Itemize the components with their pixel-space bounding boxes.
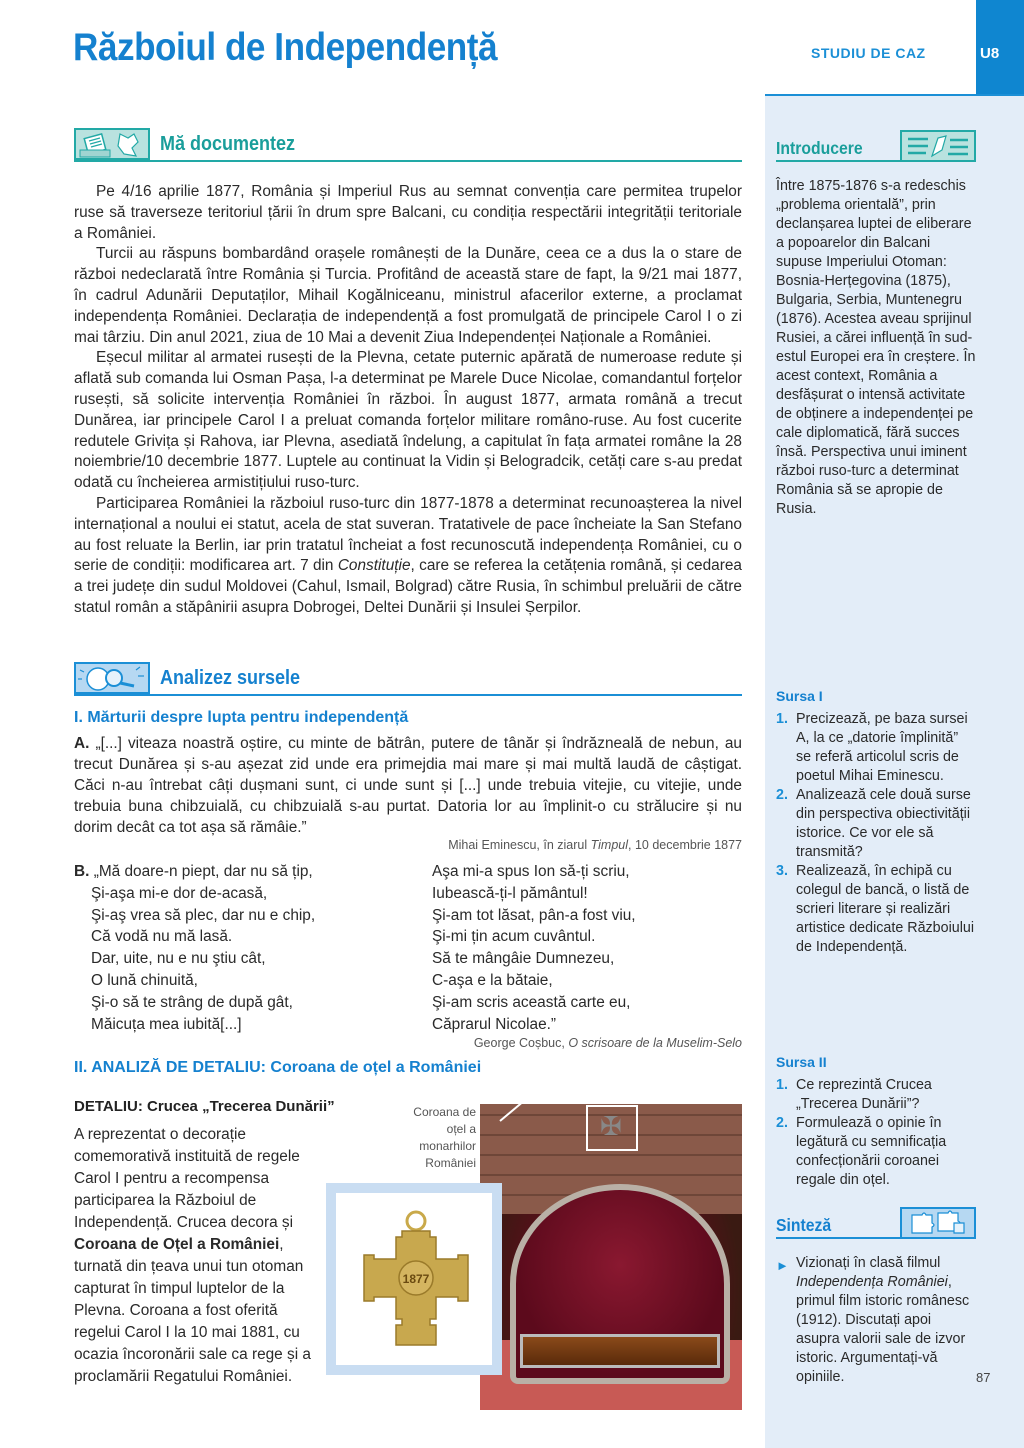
poem-line [74,861,315,883]
paragraph-4-part2: , care se referea la cetățenia română, și cedarea a trei județe din sudul Moldovei (Cahul, Ismail, Bolgrad) către Rusia, în schimbul preluării de către statul român a stăpânirii asupra Dobrogei, Deltei Dunării și Insulei Șerpilor. [74,557,742,616]
poem-line: Şi-aşa mi-e dor de-acasă, [91,884,268,902]
source-a-quote [74,733,742,838]
detail-text-part2: , turnată din țeava unui tun otoman capturat în timpul luptelor de la Plevna. Coroana a fost oferită regelui Carol I la 10 mai 1881, cu ocazia încoronării sale ca rege și a proclamării Regatului României. [74,1236,311,1385]
part2-title: II. ANALIZĂ DE DETALIU: Coroana de oțel a României [74,1059,482,1076]
citation-b-author: George Coșbuc, [473,1036,569,1050]
section-heading-document [74,128,742,162]
intro-title: Introducere [776,138,863,158]
danube-cross-icon [358,1209,474,1349]
detail-text-bold: Coroana de Oțel a României [74,1236,280,1253]
paragraph-3: Eșecul militar al armatei rusești de la Plevna, cetate puternic apărată de numeroase redute și aflată sub comanda lui Osman Pașa, l-a determinat pe Marele Duce Nicolae, comandantul forțelor rusești, să solicite intervenția României în război. În august 1877, armata română a trecut Dunărea, iar principele Carol I a preluat comanda forțelor militare româno-ruse. Au fost cucerite redutele Grivița și Rahova, iar Plevna, asediată îndelung, a capitulat în fața armatei române la 28 noiembrie/10 decembrie 1877. Luptele au continuat la Vidin și Belogradcik, cetăți care s-au predat odată cu încheierea armistițiului ruso-turc. [74,349,742,492]
poem-line: Şi-am scris această carte eu, [432,993,631,1011]
source1-title: Sursa I [776,688,823,704]
section-heading-sources [74,662,742,696]
poem-line: Măicuța mea iubită[...] [91,1015,242,1033]
poem-line: Să te mângâie Dumnezeu, [432,950,615,968]
question-number: 2. [776,1115,788,1131]
question-text: Realizează, în echipă cu colegul de bancă, o listă de scrieri literare și realizări artistice dedicate Războiului de Independență. [796,863,975,955]
poem-left-column [74,861,315,1035]
part1-title: I. Mărturii despre lupta pentru independență [74,709,409,726]
poem-line: Iubească-ți-l pământul! [432,884,588,902]
paragraph-1: Pe 4/16 aprilie 1877, România și Imperiul Rus au semnat convenția care permitea trupelor ruse să traverseze teritoriul țării în drum spre Balcani, cu condiția respectării integrității teritoriale a României. [74,183,742,242]
case-study-label: STUDIU DE CAZ [811,45,926,61]
photo-caption: Coroana de oțel a monarhilor României [413,1105,476,1170]
source-a-citation [448,838,742,852]
question-text: Precizează, pe baza sursei A, la ce „datorie împlinită” se referă articolul scris de poetul Mihai Eminescu. [796,711,968,784]
citation-b-work: O scrisoare de la Muselim-Selo [568,1036,742,1050]
cross-photo [336,1193,492,1365]
document-body [74,182,742,619]
page-title: Războiul de Independență [73,26,498,69]
poem-line: Căprarul Nicolae.” [432,1015,557,1033]
detail-text-part1: A reprezentat o decorație comemorativă instituită de regele Carol I pentru a recompensa participarea la Războiul de Independență. Crucea decora și [74,1126,300,1231]
synthesis-text [776,1254,976,1387]
paragraph-2: Turcii au răspuns bombardând orașele românești de la Dunăre, ceea ce a dus la o stare de război nedeclarată între România și Turcia. Profitând de această stare de fapt, la 9/21 mai 1877, în cadrul Adunării Deputaților, Mihail Kogălniceanu, ministrul afacerilor externe, a proclamat independența României. Declarația de independență a fost promulgată de principele Carol I o zi mai târziu. Din anul 2021, ziua de 10 Mai a devenit Ziua Independenței Naționale a României. [74,245,742,346]
play-triangle-icon: ► [776,1258,789,1273]
question-number: 2. [776,787,788,803]
sidebar-heading-synthesis [776,1207,976,1239]
question-item [776,1114,976,1190]
question-text: Formulează o opinie în legătură cu semnificația confecționării coroanei regale din oțel. [796,1115,947,1188]
document-research-icon [74,128,150,160]
citation-a-date: , 10 decembrie 1877 [628,838,742,852]
poem-line-text: „Mă doare-n piept, dar nu să țip, [93,863,313,880]
poem-line: Aşa mi-a spus Ion să-ți scriu, [432,863,630,880]
magnifier-globe-icon [74,662,150,694]
cross-year: 1877 [402,1272,430,1286]
paragraph-4 [74,494,742,619]
steel-crown-photo [480,1104,742,1410]
constitution-ref: Constituție [337,557,411,575]
question-item [776,862,976,957]
source-b-label: B. [74,863,90,880]
source2-title: Sursa II [776,1054,827,1070]
synthesis-title: Sinteză [776,1215,832,1235]
puzzle-icon [900,1207,976,1239]
source-a-text: „[...] viteaza noastră oștire, cu minte de bătrân, putere de tânăr și îndrăzneală de nebun, au trecut Dunărea și s-au așezat zid unde era primejdia mai mare și mai multă laudă de câștigat. Căci n-au întrebat câți dușmani sunt, ci unde sunt și [...] unde trebuia vitejie, cu vitejie, unde trebuia buna chibzuială, cu chibzuială s-au purtat. Datoria lor au împlinit-o cu strălucire și nu dorim decât ca tot așa să rămâie.” [74,735,742,836]
poem-right-column [432,861,636,1035]
question-text: Analizează cele două surse din perspectiva obiectivității istorice. Ce vor ele să transmită? [796,787,971,860]
poem-line: C-aşa e la bătaie, [432,971,553,989]
cross-photo-frame [326,1183,502,1375]
section-title-sources: Analizez sursele [160,667,301,689]
question-item [776,710,976,786]
page-number: 87 [976,1370,991,1385]
citation-a-newspaper: Timpul [590,838,629,852]
poem-line: Dar, uite, nu e nu ştiu cât, [91,950,266,968]
poem-line: Şi-mi țin acum cuvântul. [432,928,596,946]
poem-line: Că vodă nu mă lasă. [91,928,233,946]
cross-highlight-box [586,1105,638,1151]
question-item [776,786,976,862]
source2-questions [776,1076,976,1190]
crown-band [520,1334,720,1368]
intro-text: Între 1875-1876 s-a redeschis „problema orientală”, prin declanșarea luptei de eliberare a popoarelor din Balcani supuse Imperiului Otoman: Bosnia-Herțegovina (1875), Bulgaria, Serbia, Muntenegru (1876). Acestea aveau sprijinul Rusiei, a cărei influență în sud-estul Europei era în creștere. În acest context, România a desfășurat o intensă activitate de obținere a independenței pe cale diplomatică, fără succes însă. Perspectiva unui iminent război ruso-turc a determinat România să se apropie de Rusia. [776,178,976,517]
poem-line: Şi-am tot lăsat, pân-a fost viu, [432,906,636,924]
question-number: 1. [776,1077,788,1093]
source-a-label: A. [74,735,90,752]
paragraph-4-part1: Participarea României la războiul ruso-turc din 1877-1878 a determinat recunoașterea la nivel internațional a noului ei statut, acela de stat suveran. Tratativele de pace încheiate la San Stefano au fost reluate la Berlin, iar prin tratatul încheiat a fost recunoscută independența României, cu o serie de condiții: modificarea art. 7 din [74,494,742,575]
section-title-document: Mă documentez [160,133,296,155]
source1-questions [776,710,976,957]
poem-line: Şi-o să te strâng de după gât, [91,993,293,1011]
poem-line: Şi-aş vrea să plec, dar nu e chip, [91,906,316,924]
detail-text [74,1124,324,1388]
detail-title: DETALIU: Crucea „Trecerea Dunării” [74,1098,335,1115]
unit-label: U8 [980,45,1000,62]
question-text: Ce reprezintă Crucea „Trecerea Dunării”? [796,1077,932,1112]
notes-pen-icon [900,130,976,162]
source-b-citation [474,1036,742,1050]
unit-tab [976,0,1024,94]
synthesis-part1: Vizionați în clasă filmul [796,1255,941,1271]
sidebar-heading-intro [776,130,976,162]
question-number: 1. [776,711,788,727]
poem-line: O lună chinuită, [91,971,198,989]
question-item [776,1076,976,1114]
synthesis-part2: , primul film istoric românesc (1912). Discutați apoi asupra valorii sale de izvor istoric. Argumentați-vă opiniile. [796,1274,970,1385]
citation-a-author: Mihai Eminescu, în ziarul [448,838,591,852]
question-number: 3. [776,863,788,879]
film-title: Independența României [796,1274,948,1290]
